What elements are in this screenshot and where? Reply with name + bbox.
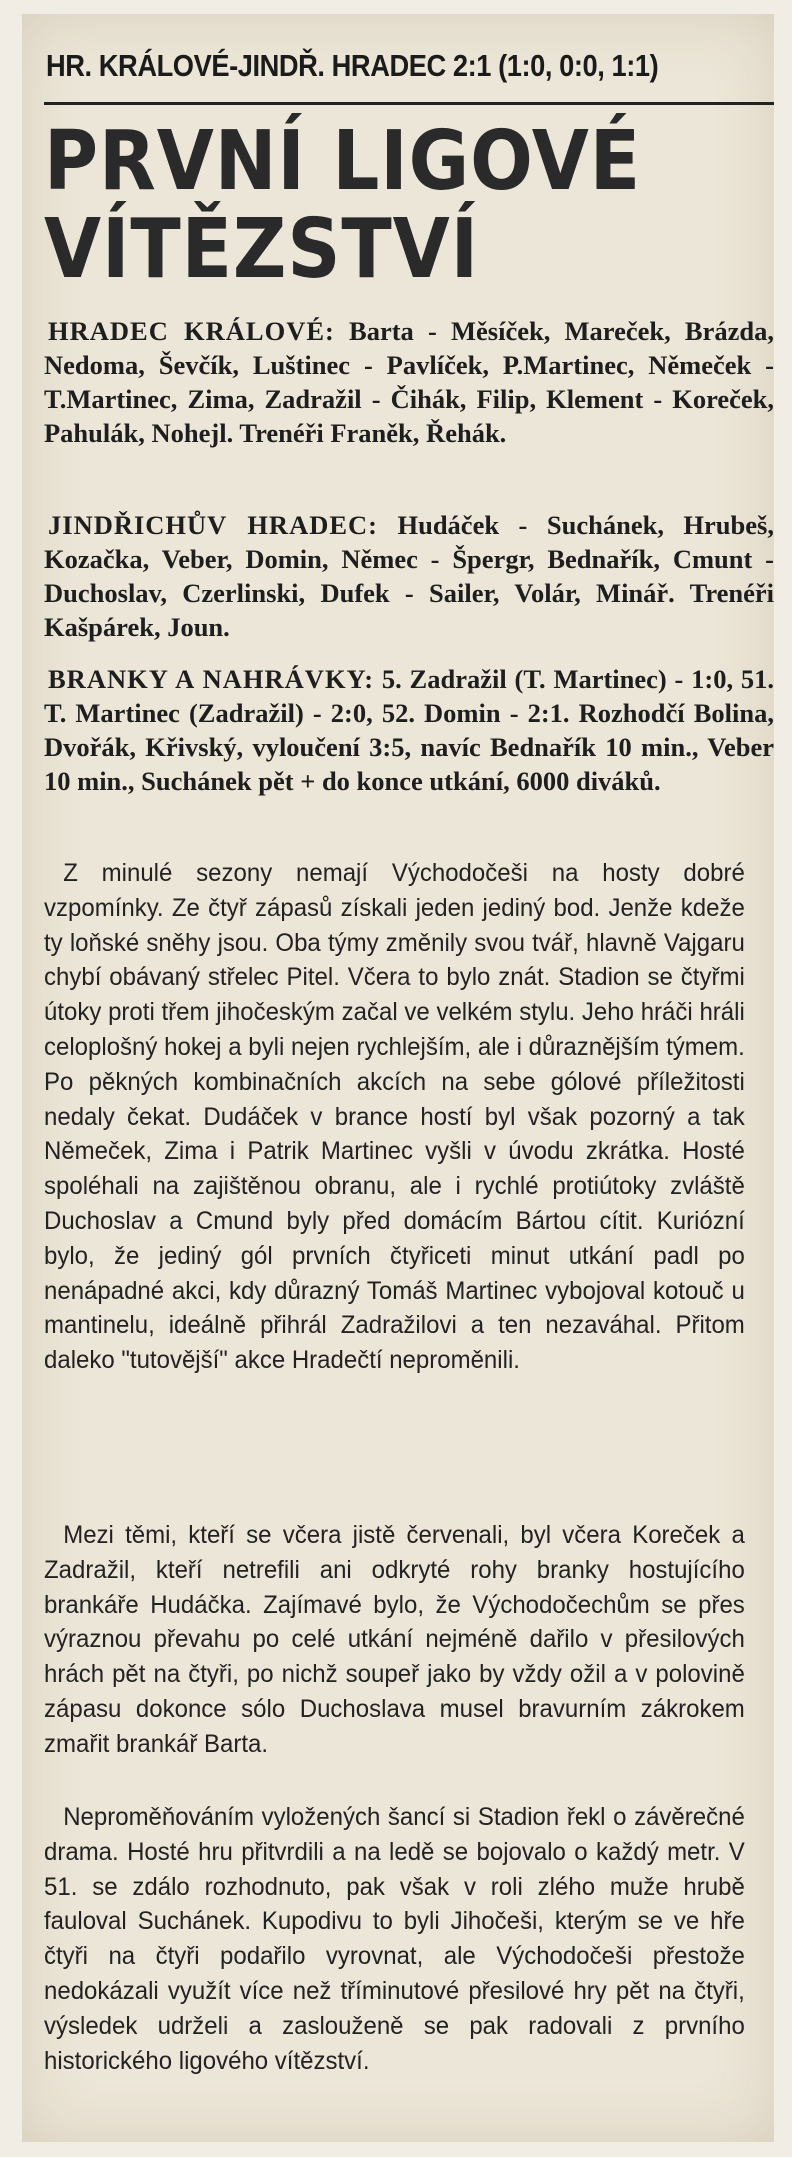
roster-text: Barta - Měsíček, Mareček, Brázda, Nedoma, Ševčík, Luštinec - Pavlíček, P.Martinec, Němeček - T.Martinec, Zima, Zadražil - Čihák, Filip, Klement - Koreček, Pahulák, Nohejl. Trenéři Franěk, Řehák. <box>44 316 774 448</box>
article-paragraph: Mezi těmi, kteří se včera jistě červenali, byl včera Koreček a Zadražil, kteří netrefili ani odkryté rohy branky hostujícího brankáře Hudáčka. Zajímavé bylo, že Východočechům se přes výraznou převahu po celé utkání nejméně dařilo v přesilových hrách pět na čtyři, po nichž soupeř jako by vždy ožil a v polovině zápasu dokonce sólo Duchoslava musel bravurním zákrokem zmařit brankář Barta. <box>44 1521 745 1758</box>
roster-text: 5. Zadražil (T. Martinec) - 1:0, 51. T. Martinec (Zadražil) - 2:0, 52. Domin - 2:1. Rozhodčí Bolina, Dvořák, Křivský, vyloučení 3:5, navíc Bednařík 10 min., Veber 10 min., Suchánek pět + do konce utkání, 6000 diváků. <box>44 664 775 796</box>
kicker-rule <box>44 102 774 105</box>
roster-hradec-kralove <box>44 314 774 450</box>
roster-lead: JINDŘICHŮV HRADEC: <box>48 510 378 540</box>
roster-lead: BRANKY A NAHRÁVKY: <box>48 664 375 694</box>
headline-line-2: VÍTĚZSTVÍ <box>44 202 480 297</box>
goals-and-officials <box>44 662 774 798</box>
article-headline <box>44 114 774 297</box>
roster-text: Hudáček - Suchánek, Hrubeš, Kozačka, Veber, Domin, Němec - Špergr, Bednařík, Cmunt - Duchoslav, Czerlinski, Dufek - Sailer, Volár, Minář. Trenéři Kašpárek, Joun. <box>44 510 774 642</box>
match-result-kicker: HR. KRÁLOVÉ-JINDŘ. HRADEC 2:1 (1:0, 0:0, 1:1) <box>46 48 659 83</box>
article-paragraph: Neproměňováním vyložených šancí si Stadion řekl o závěrečné drama. Hosté hru přitvrdili a na ledě se bojovalo o každý metr. V 51. se zdálo rozhodnuto, pak však v roli zlého muže hrubě fauloval Suchánek. Kupodivu to byli Jihočeši, kterým se ve hře čtyři na čtyři podařilo vyrovnat, ale Východočeši přestože nedokázali využít více než tříminutové přesilové hry pět na čtyři, výsledek udrželi a zaslouženě se pak radovali z prvního historického ligového vítězství. <box>44 1803 745 2075</box>
roster-jindrichuv-hradec <box>44 508 774 644</box>
article-paragraph: Z minulé sezony nemají Východočeši na hosty dobré vzpomínky. Ze čtyř zápasů získali jeden jediný bod. Jenže kdeže ty loňské sněhy jsou. Oba týmy změnily svou tvář, hlavně Vajgaru chybí obávaný střelec Pitel. Včera to bylo znát. Stadion se čtyřmi útoky proti třem jihočeským začal ve velkém stylu. Jeho hráči hráli celoplošný hokej a byli nejen rychlejším, ale i důraznějším týmem. Po pěkných kombinačních akcích na sebe gólové příležitosti nedaly čekat. Dudáček v brance hostí byl však pozorný a tak Němeček, Zima i Patrik Martinec vyšli v úvodu zkrátka. Hosté spoléhali na zajištěnou obranu, ale i rychlé protiútoky zvláště Duchoslav a Cmund byly před domácím Bártou cítit. Kuriózní bylo, že jediný gól prvních čtyřiceti minut utkání padl po nenápadné akci, kdy důrazný Tomáš Martinec vybojoval kotouč u mantinelu, ideálně přihrál Zadražilovi a ten nezaváhal. Přitom daleko "tutovější" akce Hradečtí neproměnili. <box>44 859 745 1375</box>
headline-line-1: PRVNÍ LIGOVÉ <box>44 114 642 209</box>
roster-lead: HRADEC KRÁLOVÉ: <box>48 316 335 346</box>
